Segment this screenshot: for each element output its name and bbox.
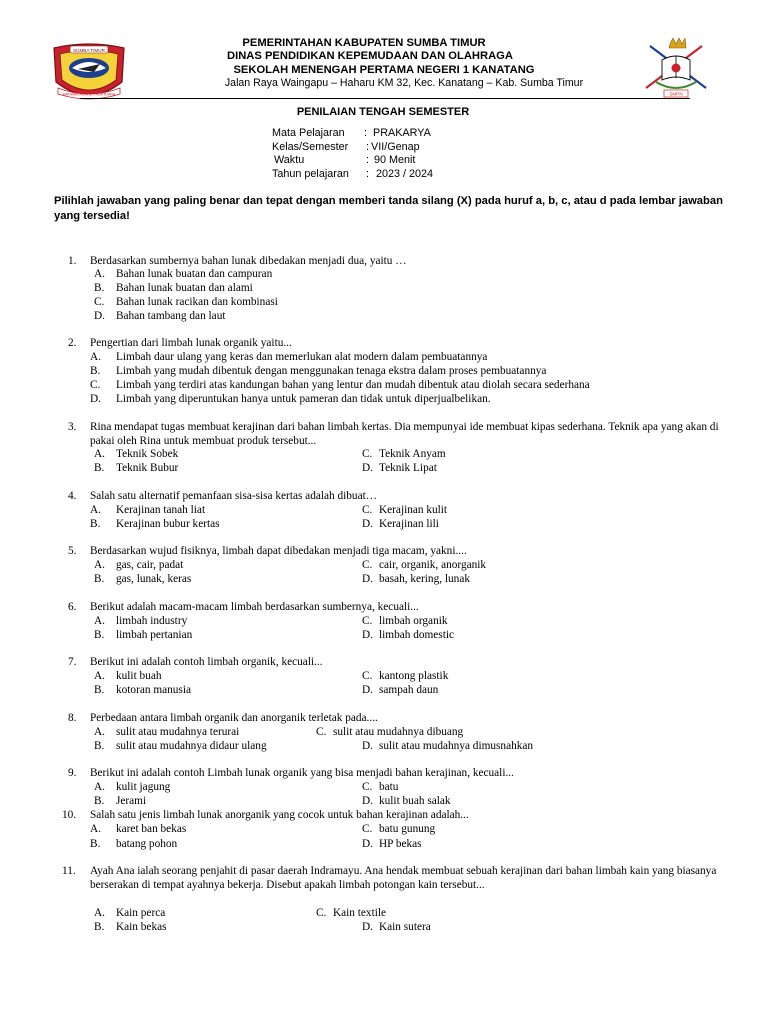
option-a: A. karet ban bekas <box>90 823 187 835</box>
svg-text:SUMBA TIMUR: SUMBA TIMUR <box>73 48 105 53</box>
question-stem: Berikut ini adalah contoh Limbah lunak organik yang bisa menjadi bahan kerajinan, kecuali... <box>90 767 514 779</box>
svg-text:SMPN: SMPN <box>669 91 683 97</box>
question-number: 6. <box>68 601 77 613</box>
option-b: B. Kerajinan bubur kertas <box>90 518 220 530</box>
meta-label: Tahun pelajaran <box>272 167 349 180</box>
option-a: A. Teknik Sobek <box>94 448 179 460</box>
option-a: A. Kerajinan tanah liat <box>90 504 206 516</box>
meta-value: PRAKARYA <box>373 127 431 139</box>
option-b: B. sulit atau mudahnya didaur ulang <box>94 740 267 752</box>
meta-value: 90 Menit <box>374 154 416 167</box>
question-stem: Rina mendapat tugas membuat kerajinan dari bahan limbah kertas. Dia mempunyai ide membuat kipas sederhana. Teknik apa yang akan di pakai oleh Rina untuk membuat produk tersebut... <box>90 421 719 447</box>
question-number: 3. <box>68 421 77 433</box>
question-number: 9. <box>68 767 77 779</box>
instructions: Pilihlah jawaban yang paling benar dan tepat dengan memberi tanda silang (X) pada huruf a, b, c, atau d pada lembar jawaban yang tersedia! <box>54 195 723 222</box>
option-a: A. Kain perca <box>94 907 166 919</box>
meta-colon: : <box>366 154 369 167</box>
option-d: D. Bahan tambang dan laut <box>94 310 226 322</box>
question-stem: Pengertian dari limbah lunak organik yaitu... <box>90 337 292 349</box>
option-d: D. basah, kering, lunak <box>362 573 470 585</box>
question-stem: Ayah Ana ialah seorang penjahit di pasar daerah Indramayu. Ana hendak membuat sebuah kerajinan dari bahan limbah kain yang biasanya berserakan di tempat ayahnya bekerja. Disebut apakah limbah potongan kain tersebut... <box>90 865 717 891</box>
option-d: D. Kerajinan lili <box>362 518 439 530</box>
meta-label: Kelas/Semester <box>272 140 349 153</box>
option-c: C. kantong plastik <box>362 670 449 682</box>
question-stem: Salah satu jenis limbah lunak anorganik yang cocok untuk bahan kerajinan adalah... <box>90 809 469 821</box>
government-heading: PEMERINTAHAN KABUPATEN SUMBA TIMUR <box>242 37 486 49</box>
option-d: D. HP bekas <box>362 838 422 850</box>
question-number: 7. <box>68 656 77 668</box>
option-b: B. Bahan lunak buatan dan alami <box>94 282 253 294</box>
meta-label: Waktu <box>274 154 305 167</box>
question-stem: Berdasarkan wujud fisiknya, limbah dapat dibedakan menjadi tiga macam, yakni.... <box>90 545 467 557</box>
option-c: C. Limbah yang terdiri atas kandungan bahan yang lentur dan mudah dibentuk atau diolah secara sederhana <box>90 379 590 391</box>
option-c: C. Bahan lunak racikan dan kombinasi <box>94 296 278 308</box>
header-divider <box>80 98 690 99</box>
option-d: D. Limbah yang diperuntukan hanya untuk pameran dan tidak untuk diperjualbelikan. <box>90 393 491 405</box>
meta-value: 2023 / 2024 <box>376 167 434 180</box>
option-c: C. batu <box>362 781 399 793</box>
svg-text:MATAWAI AMAHU PADA NJARA: MATAWAI AMAHU PADA NJARA <box>62 92 116 97</box>
option-a: A. limbah industry <box>94 615 188 627</box>
question-number: 8. <box>68 712 77 724</box>
option-a: A. Limbah daur ulang yang keras dan memerlukan alat modern dalam pembuatannya <box>90 351 488 363</box>
question-stem: Salah satu alternatif pemanfaan sisa-sisa kertas adalah dibuat… <box>90 490 378 502</box>
question-number: 1. <box>68 255 77 267</box>
option-b: B. kotoran manusia <box>94 684 191 696</box>
option-a: A. Bahan lunak buatan dan campuran <box>94 268 273 280</box>
meta-value: VII/Genap <box>371 140 420 153</box>
meta-label: Mata Pelajaran <box>272 127 345 139</box>
school-heading: SEKOLAH MENENGAH PERTAMA NEGERI 1 KANATANG <box>233 64 535 76</box>
option-a: A. gas, cair, padat <box>94 559 184 571</box>
option-d: D. sulit atau mudahnya dimusnahkan <box>362 740 534 752</box>
question-stem: Perbedaan antara limbah organik dan anorganik terletak pada.... <box>90 712 378 724</box>
question-number: 11. <box>62 865 76 877</box>
option-d: D. Kain sutera <box>362 921 431 933</box>
option-b: B. Jerami <box>94 795 147 807</box>
question-number: 4. <box>68 490 77 502</box>
option-a: A. sulit atau mudahnya terurai <box>94 726 240 738</box>
option-c: C. Kerajinan kulit <box>362 504 448 516</box>
option-c: C. cair, organik, anorganik <box>362 559 487 571</box>
option-d: D. sampah daun <box>362 684 439 696</box>
option-b: B. Limbah yang mudah dibentuk dengan menggunakan tenaga ekstra dalam proses pembuatannya <box>90 365 547 377</box>
school-logo-icon <box>640 38 712 100</box>
option-b: B. gas, lunak, keras <box>94 573 192 585</box>
question-stem: Berdasarkan sumbernya bahan lunak dibedakan menjadi dua, yaitu … <box>90 255 407 267</box>
exam-title: PENILAIAN TENGAH SEMESTER <box>296 106 470 118</box>
option-c: C. Kain textile <box>316 907 387 919</box>
question-number: 10. <box>62 809 77 821</box>
option-a: A. kulit jagung <box>94 781 171 793</box>
option-b: B. batang pohon <box>90 838 178 850</box>
option-c: C. batu gunung <box>362 823 436 835</box>
question-stem: Berikut ini adalah contoh limbah organik, kecuali... <box>90 656 323 668</box>
department-heading: DINAS PENDIDIKAN KEPEMUDAAN DAN OLAHRAGA <box>227 50 513 62</box>
option-c: C. sulit atau mudahnya dibuang <box>316 726 464 738</box>
question-stem: Berikut adalah macam-macam limbah berdasarkan sumbernya, kecuali... <box>90 601 419 613</box>
option-b: B. Teknik Bubur <box>94 462 179 474</box>
question-number: 5. <box>68 545 77 557</box>
option-b: B. Kain bekas <box>94 921 167 933</box>
option-d: D. kulit buah salak <box>362 795 451 807</box>
option-c: C. Teknik Anyam <box>362 448 446 460</box>
option-d: D. Teknik Lipat <box>362 462 437 474</box>
option-c: C. limbah organik <box>362 615 448 627</box>
option-b: B. limbah pertanian <box>94 629 193 641</box>
meta-colon: : <box>366 167 369 180</box>
school-address: Jalan Raya Waingapu – Haharu KM 32, Kec. Kanatang – Kab. Sumba Timur <box>224 77 584 89</box>
question-number: 2. <box>68 337 77 349</box>
meta-colon: : <box>366 140 369 153</box>
option-d: D. limbah domestic <box>362 629 454 641</box>
meta-colon: : <box>364 127 367 139</box>
option-a: A. kulit buah <box>94 670 162 682</box>
